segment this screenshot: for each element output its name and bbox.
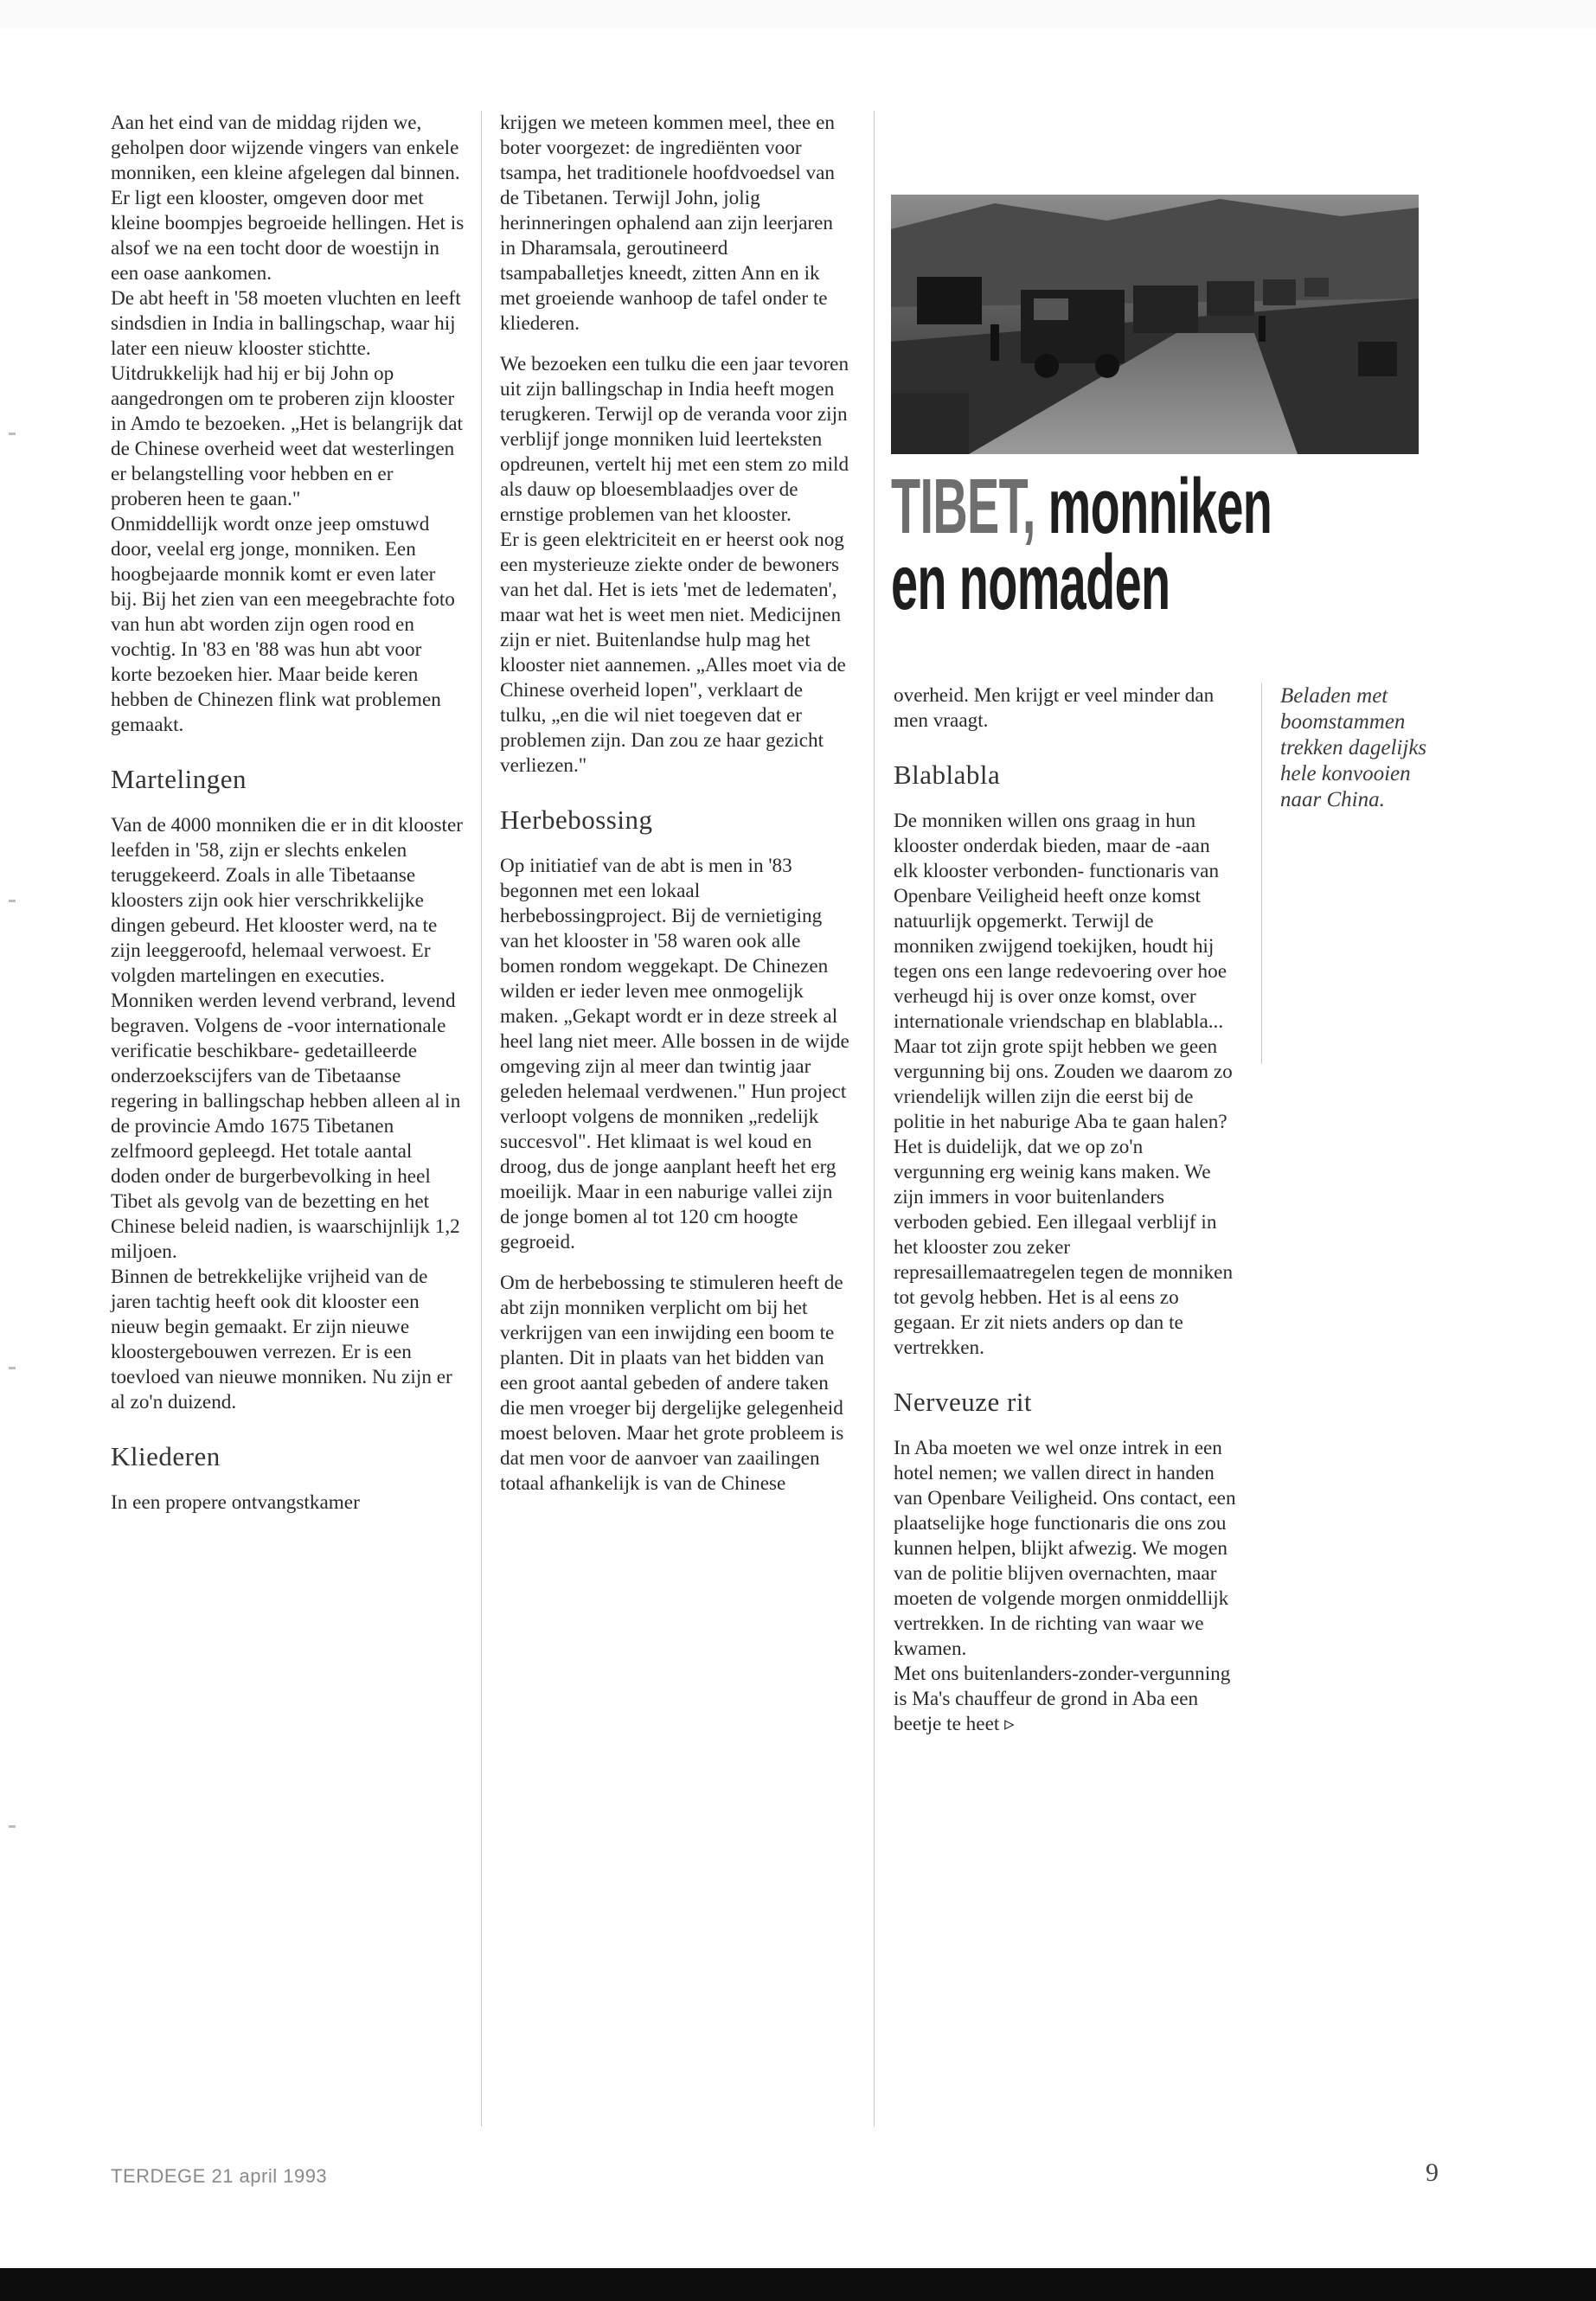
page-number: 9 bbox=[1426, 2158, 1439, 2187]
subheading-blablabla: Blablabla bbox=[894, 760, 1001, 790]
article-headline bbox=[891, 464, 1272, 626]
paragraph: Op initiatief van de abt is men in '83 begonnen met een lokaal herbebossingproject. Bij de vernietiging van het klooster in '58 waren ook alle bomen rondom weggekapt. De Chinezen wilden er ieder leven mee onmogelijk maken. „Gekapt wordt er in deze streek al heel lang niet meer. Alle bossen in de wijde omgeving zijn al meer dan twintig jaar geleden helemaal verdwenen." Hun project verloopt volgens de monniken „redelijk succesvol". Het klimaat is wel koud en droog, dus de jonge aanplant heeft het erg moeilijk. Maar in een naburige vallei zijn de jonge bomen al tot 120 cm hoogte gegroeid. bbox=[500, 855, 849, 1253]
headline-monniken: monniken bbox=[1035, 464, 1272, 550]
paragraph: We bezoeken een tulku die een jaar tevoren uit zijn ballingschap in India heeft mogen terugkeren. Terwijl op de veranda voor zijn verblijf jonge monniken luid leerteksten opdreunen, vertelt hij met een stem zo mild als dauw op bloesemblaadjes over de ernstige problemen van het klooster. bbox=[500, 353, 849, 526]
photo-caption: Beladen met boomstammen trekken dagelijks hele konvooien naar China. bbox=[1280, 684, 1427, 811]
scan-margin-mark bbox=[9, 900, 16, 902]
subheading-kliederen: Kliederen bbox=[111, 1441, 221, 1471]
paragraph: Aan het eind van de middag rijden we, geholpen door wijzende vingers van enkele monniken, een kleine afgelegen dal binnen. Er ligt een klooster, omgeven door met kleine boompjes begroeide hellingen. Het is alsof we na een tocht door de woestijn in een oase aankomen. bbox=[111, 112, 465, 285]
paragraph: Van de 4000 monniken die er in dit klooster leefden in '58, zijn er slechts enkelen teruggekeerd. Zoals in alle Tibetaanse kloosters zijn ook hier verschrikkelijke dingen gebeurd. Het klooster werd, na te zijn leeggeroofd, helemaal verwoest. Er volgden martelingen en executies. Monniken werden levend verbrand, levend begraven. Volgens de -voor internationale verificatie beschikbare- gedetailleerde onderzoekscijfers van de Tibetaanse regering in ballingschap hebben alleen al in de provincie Amdo 1675 Tibetanen zelfmoord gepleegd. Het totale aantal doden onder de burgerbevolking in heel Tibet als gevolg van de bezetting en het Chinese beleid nadien, is waarschijnlijk 1,2 miljoen. bbox=[111, 814, 463, 1263]
paragraph: overheid. Men krijgt er veel minder dan men vraagt. bbox=[894, 684, 1215, 732]
paragraph: Maar tot zijn grote spijt hebben we geen vergunning bij ons. Zouden we daarom zo vriendelijk willen zijn die eerst bij de politie in het naburige Aba te gaan halen? bbox=[894, 1035, 1233, 1133]
column-3 bbox=[894, 683, 1238, 1737]
caption-rule bbox=[1261, 683, 1262, 1064]
paragraph: Onmiddellijk wordt onze jeep omstuwd door, veelal erg jonge, monniken. Een hoogbejaarde monnik komt er even later bij. Bij het zien van een meegebrachte foto van hun abt worden zijn ogen rood en vochtig. In '83 en '88 was hun abt voor korte bezoeken hier. Maar beide keren hebben de Chinezen flink wat problemen gemaakt. bbox=[111, 513, 455, 736]
headline-nomaden: en nomaden bbox=[891, 540, 1170, 626]
convoy-photo bbox=[891, 195, 1419, 454]
paragraph: Om de herbebossing te stimuleren heeft de abt zijn monniken verplicht om bij het verkrijgen van een inwijding een boom te planten. Dit in plaats van het bidden van een groot aantal gebeden of andere taken die men vroeger bij dergelijke gelegenheid moest beloven. Maar het grote probleem is dat men voor de aanvoer van zaailingen totaal afhankelijk is van de Chinese bbox=[500, 1272, 844, 1495]
subheading-nerveuze-rit: Nerveuze rit bbox=[894, 1387, 1033, 1417]
scan-margin-mark bbox=[9, 433, 16, 435]
scan-bottom-bar bbox=[0, 2268, 1596, 2301]
paragraph: Binnen de betrekkelijke vrijheid van de jaren tachtig heeft ook dit klooster een nieuw begin gemaakt. Er zijn nieuwe kloostergebouwen verrezen. Er is een toevloed van nieuwe monniken. Nu zijn er al zo'n duizend. bbox=[111, 1266, 452, 1413]
column-rule bbox=[481, 111, 482, 2126]
footer-publication: TERDEGE 21 april 1993 bbox=[111, 2165, 328, 2187]
headline-tibet: TIBET, bbox=[891, 464, 1035, 550]
paragraph: Het is duidelijk, dat we op zo'n vergunning erg weinig kans maken. We zijn immers in voor buitenlanders verboden gebied. Een illegaal verblijf in het klooster zou zeker represaillemaatregelen tegen de monniken tot gevolg hebben. Het is al eens zo gegaan. Er zit niets anders op dan te vertrekken. bbox=[894, 1136, 1234, 1359]
scan-margin-mark bbox=[9, 1367, 16, 1369]
subheading-martelingen: Martelingen bbox=[111, 764, 247, 794]
paragraph: In Aba moeten we wel onze intrek in een hotel nemen; we vallen direct in handen van Openbare Veiligheid. Ons contact, een plaatselijke hoge functionaris die ons zou kunnen helpen, blijkt afwezig. We mogen van de politie blijven overnachten, maar moeten de volgende morgen onmiddellijk vertrekken. In de richting van waar we kwamen. bbox=[894, 1437, 1236, 1660]
column-2 bbox=[500, 111, 849, 1497]
column-rule bbox=[874, 111, 875, 2126]
paragraph: De abt heeft in '58 moeten vluchten en leeft sindsdien in India in ballingschap, waar hij later een nieuw klooster stichtte. Uitdrukkelijk had hij er bij John op aangedrongen om te proberen zijn klooster in Amdo te bezoeken. „Het is belangrijk dat de Chinese overheid weet dat westerlingen er belangstelling voor hebben en er proberen heen te gaan." bbox=[111, 287, 463, 510]
paragraph: De monniken willen ons graag in hun klooster onderdak bieden, maar de -aan elk klooster verbonden- functionaris van Openbare Veiligheid heeft onze komst natuurlijk opgemerkt. Terwijl de monniken zwijgend toekijken, houdt hij tegen ons een lange redevoering over hoe verheugd hij is over onze komst, over internationale vriendschap en blablabla... bbox=[894, 810, 1227, 1033]
subheading-herbebossing: Herbebossing bbox=[500, 804, 653, 835]
paragraph: Met ons buitenlanders-zonder-vergunning is Ma's chauffeur de grond in Aba een beetje te heet ▹ bbox=[894, 1663, 1231, 1735]
column-1 bbox=[111, 111, 465, 1516]
scan-margin-mark bbox=[9, 1825, 16, 1828]
paragraph: Er is geen elektriciteit en er heerst ook nog een mysterieuze ziekte onder de bewoners van het dal. Het is iets 'met de ledematen', maar wat het is weet men niet. Medicijnen zijn er niet. Buitenlandse hulp mag het klooster niet aannemen. „Alles moet via de Chinese overheid lopen", verklaart de tulku, „en die wil niet toegeven dat er problemen zijn. Dan zou ze haar gezicht verliezen." bbox=[500, 529, 846, 777]
scan-top-edge bbox=[0, 0, 1596, 29]
paragraph: In een propere ontvangstkamer bbox=[111, 1491, 360, 1514]
convoy-photo-image bbox=[891, 195, 1419, 454]
paragraph: krijgen we meteen kommen meel, thee en boter voorgezet: de ingrediënten voor tsampa, het traditionele hoofdvoedsel van de Tibetanen. Terwijl John, jolig herinneringen ophalend aan zijn leerjaren in Dharamsala, geroutineerd tsampaballetjes kneedt, zitten Ann en ik met groeiende wanhoop de tafel onder te kliederen. bbox=[500, 112, 835, 335]
